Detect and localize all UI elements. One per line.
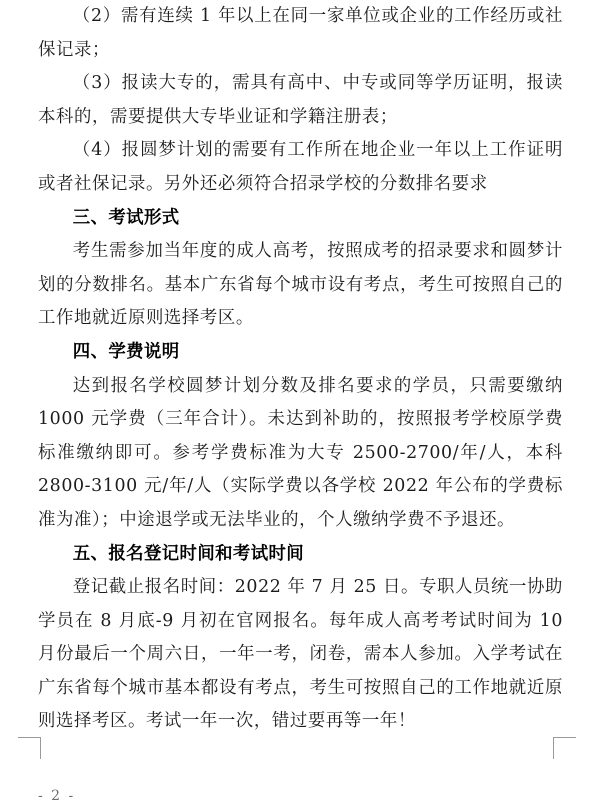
document-body-column [38, 0, 563, 739]
section-three-paragraph: 考生需参加当年度的成人高考，按照成考的招录要求和圆梦计划的分数排名。基本广东省每个城市设有考点，考生可按照自己的工作地就近原则选择考区。 [38, 241, 563, 329]
section-heading-five: 五、报名登记时间和考试时间 [72, 543, 305, 564]
section-heading-four: 四、学费说明 [72, 341, 180, 362]
section-five-paragraph: 登记截止报名时间：2022 年 7 月 25 日。专职人员统一协助学员在 8 月底-9 月初在官网报名。每年成人高考考试时间为 10 月份最后一个周六日，一年一考，闭卷，需本人参加。入学考试在广东省每个城市基本都设有考点，考生可按照自己的工作地就近原则选择考区。考试一年一次，错过要再等一年！ [38, 577, 563, 732]
crop-mark-bottom-right-icon [553, 737, 576, 759]
section-four-paragraph: 达到报名学校圆梦计划分数及排名要求的学员，只需要缴纳 1000 元学费（三年合计）。未达到补助的，按照报考学校原学费标准缴纳即可。参考学费标准为大专 2500-2700/年/人，本科 2800-3100 元/年/人（实际学费以各学校 2022 年公布的学费标准为准）；中途退学或无法毕业的，个人缴纳学费不予退还。 [38, 375, 563, 530]
page-number: - 2 - [38, 788, 76, 804]
clause-2-paragraph: （2）需有连续 1 年以上在同一家单位或企业的工作经历或社保记录； [38, 6, 563, 60]
clause-4-paragraph: （4）报圆梦计划的需要有工作所在地企业一年以上工作证明或者社保记录。另外还必须符合招录学校的分数排名要求 [38, 140, 563, 194]
crop-mark-bottom-left-icon [18, 737, 41, 759]
section-heading-three: 三、考试形式 [72, 207, 180, 228]
clause-3-paragraph: （3）报读大专的，需具有高中、中专或同等学历证明，报读本科的，需要提供大专毕业证和学籍注册表； [38, 73, 563, 127]
